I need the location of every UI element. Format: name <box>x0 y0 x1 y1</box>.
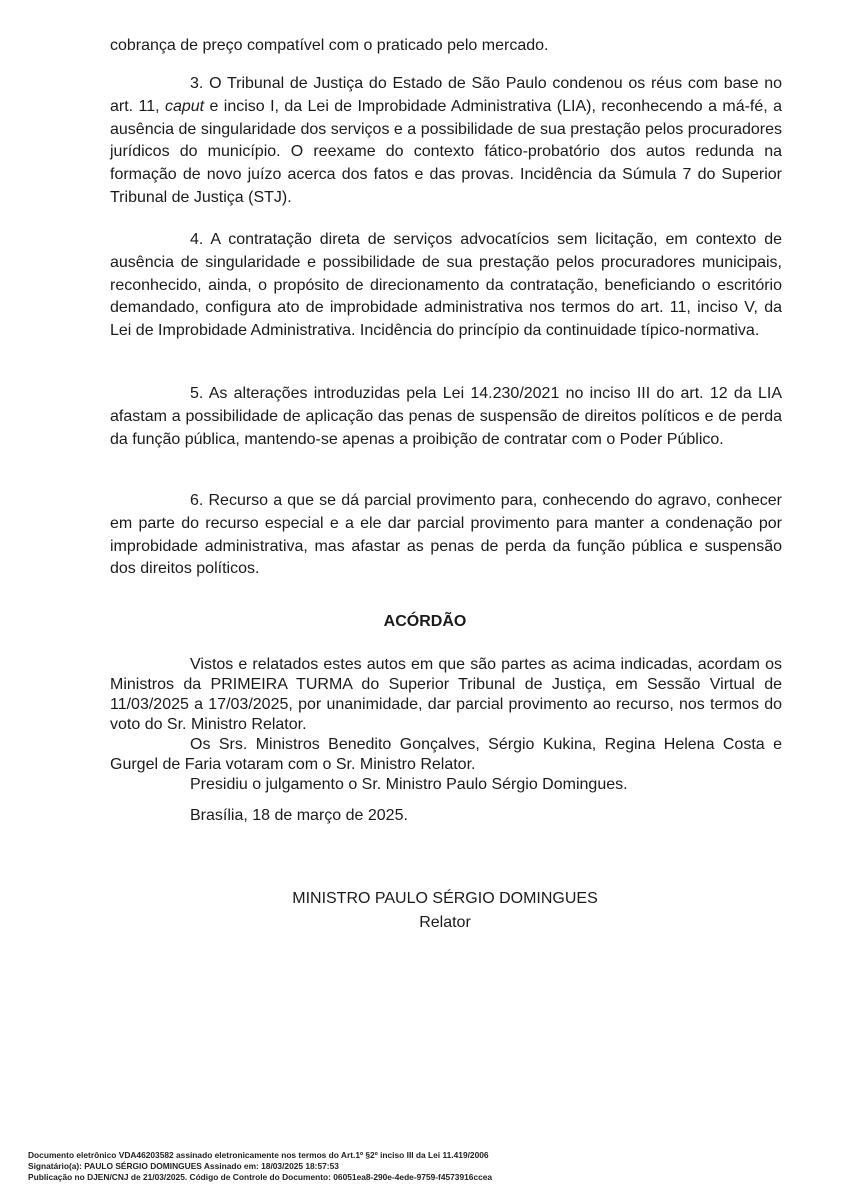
paragraph-3-text-b: e inciso I, da Lei de Improbidade Administrativa (LIA), reconhecendo a má-fé, a ausência de singularidade dos serviços e a possibilidade de sua prestação pelos procuradores jurídicos do município. O reexame do contexto fático-probatório dos autos redunda na formação de novo juízo acerca dos fatos e das provas. Incidência da Súmula 7 do Superior Tribunal de Justiça (STJ). <box>110 97 783 206</box>
paragraph-continuation: cobrança de preço compatível com o praticado pelo mercado. <box>110 37 549 54</box>
acordao-paragraph-1: Vistos e relatados estes autos em que são partes as acima indicadas, acordam os Ministros da PRIMEIRA TURMA do Superior Tribunal de Justiça, em Sessão Virtual de 11/03/2025 a 17/03/2025, por unanimidade, dar parcial provimento ao recurso, nos termos do voto do Sr. Ministro Relator. <box>110 656 782 733</box>
signature-role: Relator <box>419 914 471 931</box>
electronic-signature-footer <box>28 1150 492 1183</box>
paragraph-6: 6. Recurso a que se dá parcial provimento para, conhecendo do agravo, conhecer em parte do recurso especial e a ele dar parcial provimento para manter a condenação por improbidade administrativa, mas afastar as penas de perda da função pública e suspensão dos direitos políticos. <box>110 492 782 578</box>
footer-line-1: Documento eletrônico VDA46203582 assinado eletronicamente nos termos do Art.1º §2º inciso III da Lei 11.419/2006 <box>28 1150 489 1160</box>
footer-line-3: Publicação no DJEN/CNJ de 21/03/2025. Código de Controle do Documento: 06051ea8-290e-4ede-9759-f4573916ccea <box>28 1172 493 1182</box>
acordao-title: ACÓRDÃO <box>383 613 467 630</box>
footer-line-2: Signatário(a): PAULO SÉRGIO DOMINGUES Assinado em: 18/03/2025 18:57:53 <box>28 1161 339 1171</box>
paragraph-5: 5. As alterações introduzidas pela Lei 14.230/2021 no inciso III do art. 12 da LIA afastam a possibilidade de aplicação das penas de suspensão de direitos políticos e de perda da função pública, mantendo-se apenas a proibição de contratar com o Poder Público. <box>110 385 782 448</box>
date-line: Brasília, 18 de março de 2025. <box>190 807 408 824</box>
paragraph-3-italic: caput <box>164 97 205 115</box>
acordao-paragraph-3: Presidiu o julgamento o Sr. Ministro Paulo Sérgio Domingues. <box>190 776 628 793</box>
paragraph-3 <box>110 73 782 210</box>
paragraph-4: 4. A contratação direta de serviços advocatícios sem licitação, em contexto de ausência de singularidade e possibilidade de sua prestação pelos procuradores municipais, reconhecido, ainda, o propósito de direcionamento da contratação, beneficiando o escritório demandado, configura ato de improbidade administrativa nos termos do art. 11, inciso V, da Lei de Improbidade Administrativa. Incidência do princípio da continuidade típico-normativa. <box>110 231 782 340</box>
acordao-paragraph-2: Os Srs. Ministros Benedito Gonçalves, Sérgio Kukina, Regina Helena Costa e Gurgel de Faria votaram com o Sr. Ministro Relator. <box>110 736 782 773</box>
paragraph-3-text-a: 3. O Tribunal de Justiça do Estado de São Paulo condenou os réus com base no art. 11, <box>110 75 782 115</box>
signature-name: MINISTRO PAULO SÉRGIO DOMINGUES <box>292 890 598 907</box>
acordao-body <box>110 655 782 795</box>
